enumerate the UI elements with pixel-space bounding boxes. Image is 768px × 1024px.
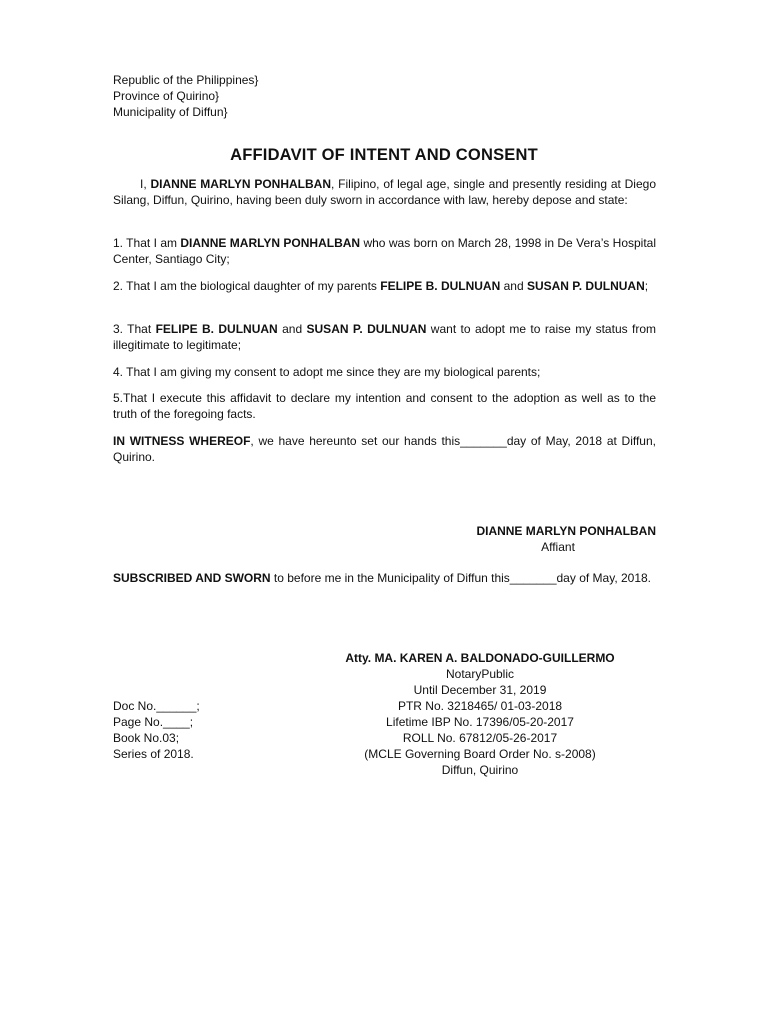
paragraph-5: 5.That I execute this affidavit to declare my intention and consent to the adoption as well as to the truth of the foregoing facts. [113,391,656,421]
header-province: Province of Quirino} [113,89,220,103]
subscribed-and-sworn: SUBSCRIBED AND SWORN [113,571,271,585]
witness-whereof: IN WITNESS WHEREOF [113,434,251,448]
paragraph-3 [113,321,656,353]
affiant-signature-name: DIANNE MARLYN PONHALBAN [476,524,656,538]
notary-roll: ROLL No. 67812/05-26-2017 [402,731,558,745]
notary-name: Atty. MA. KAREN A. BALDONADO-GUILLERMO [345,651,615,665]
notary-mcle: (MCLE Governing Board Order No. s-2008) [364,747,596,761]
jurat-text: to before me in the Municipality of Diffun this_______day of May, 2018. [270,571,652,585]
paragraph-2 [113,278,656,294]
intro-affiant-name: DIANNE MARLYN PONHALBAN [150,177,332,191]
book-number: Book No.03; [113,731,180,745]
intro-paragraph [113,176,656,208]
notary-title: NotaryPublic [445,667,515,681]
p3-text-e: want to adopt me to raise my status from illegitimate to legitimate; [113,322,656,352]
affiant-label: Affiant [541,540,575,554]
notary-block [290,650,670,778]
header-municipality: Municipality of Diffun} [113,105,228,119]
document-title: AFFIDAVIT OF INTENT AND CONSENT [230,146,538,164]
paragraph-4: 4. That I am giving my consent to adopt me since they are my biological parents; [113,365,541,379]
p2-mother-name: SUSAN P. DULNUAN [526,279,645,293]
p3-text-a: 3. That [113,322,156,336]
jurat-paragraph [113,570,656,586]
p3-father-name: FELIPE B. DULNUAN [155,322,278,336]
p3-mother-name: SUSAN P. DULNUAN [306,322,427,336]
page-number: Page No.____; [113,715,194,729]
header-republic: Republic of the Philippines} [113,73,259,87]
notary-commission-until: Until December 31, 2019 [413,683,547,697]
series-year: Series of 2018. [113,747,194,761]
p2-text-e: ; [644,279,649,293]
paragraph-1 [113,235,656,267]
document-header [113,72,258,120]
witness-text: , we have hereunto set our hands this_______day of May, 2018 at Diffun, Quirino. [113,434,656,464]
p1-affiant-name: DIANNE MARLYN PONHALBAN [180,236,361,250]
intro-prefix: I, [140,177,151,191]
document-registry-info [113,698,200,762]
p3-text-c: and [277,322,307,336]
notary-ibp: Lifetime IBP No. 17396/05-20-2017 [386,715,574,729]
p2-father-name: FELIPE B. DULNUAN [380,279,501,293]
p1-text-c: who was born on March 28, 1998 in De Vera’s Hospital Center, Santiago City; [113,236,657,266]
p2-text-a: 2. That I am the biological daughter of my parents [113,279,381,293]
p2-text-c: and [500,279,527,293]
notary-place: Diffun, Quirino [441,763,519,777]
p1-text-a: 1. That I am [113,236,181,250]
notary-ptr: PTR No. 3218465/ 01-03-2018 [397,699,563,713]
doc-number: Doc No.______; [113,699,200,713]
witness-paragraph [113,433,656,465]
intro-rest: , Filipino, of legal age, single and presently residing at Diego Silang, Diffun, Quirino, having been duly sworn in accordance with law, hereby depose and state: [113,177,656,207]
